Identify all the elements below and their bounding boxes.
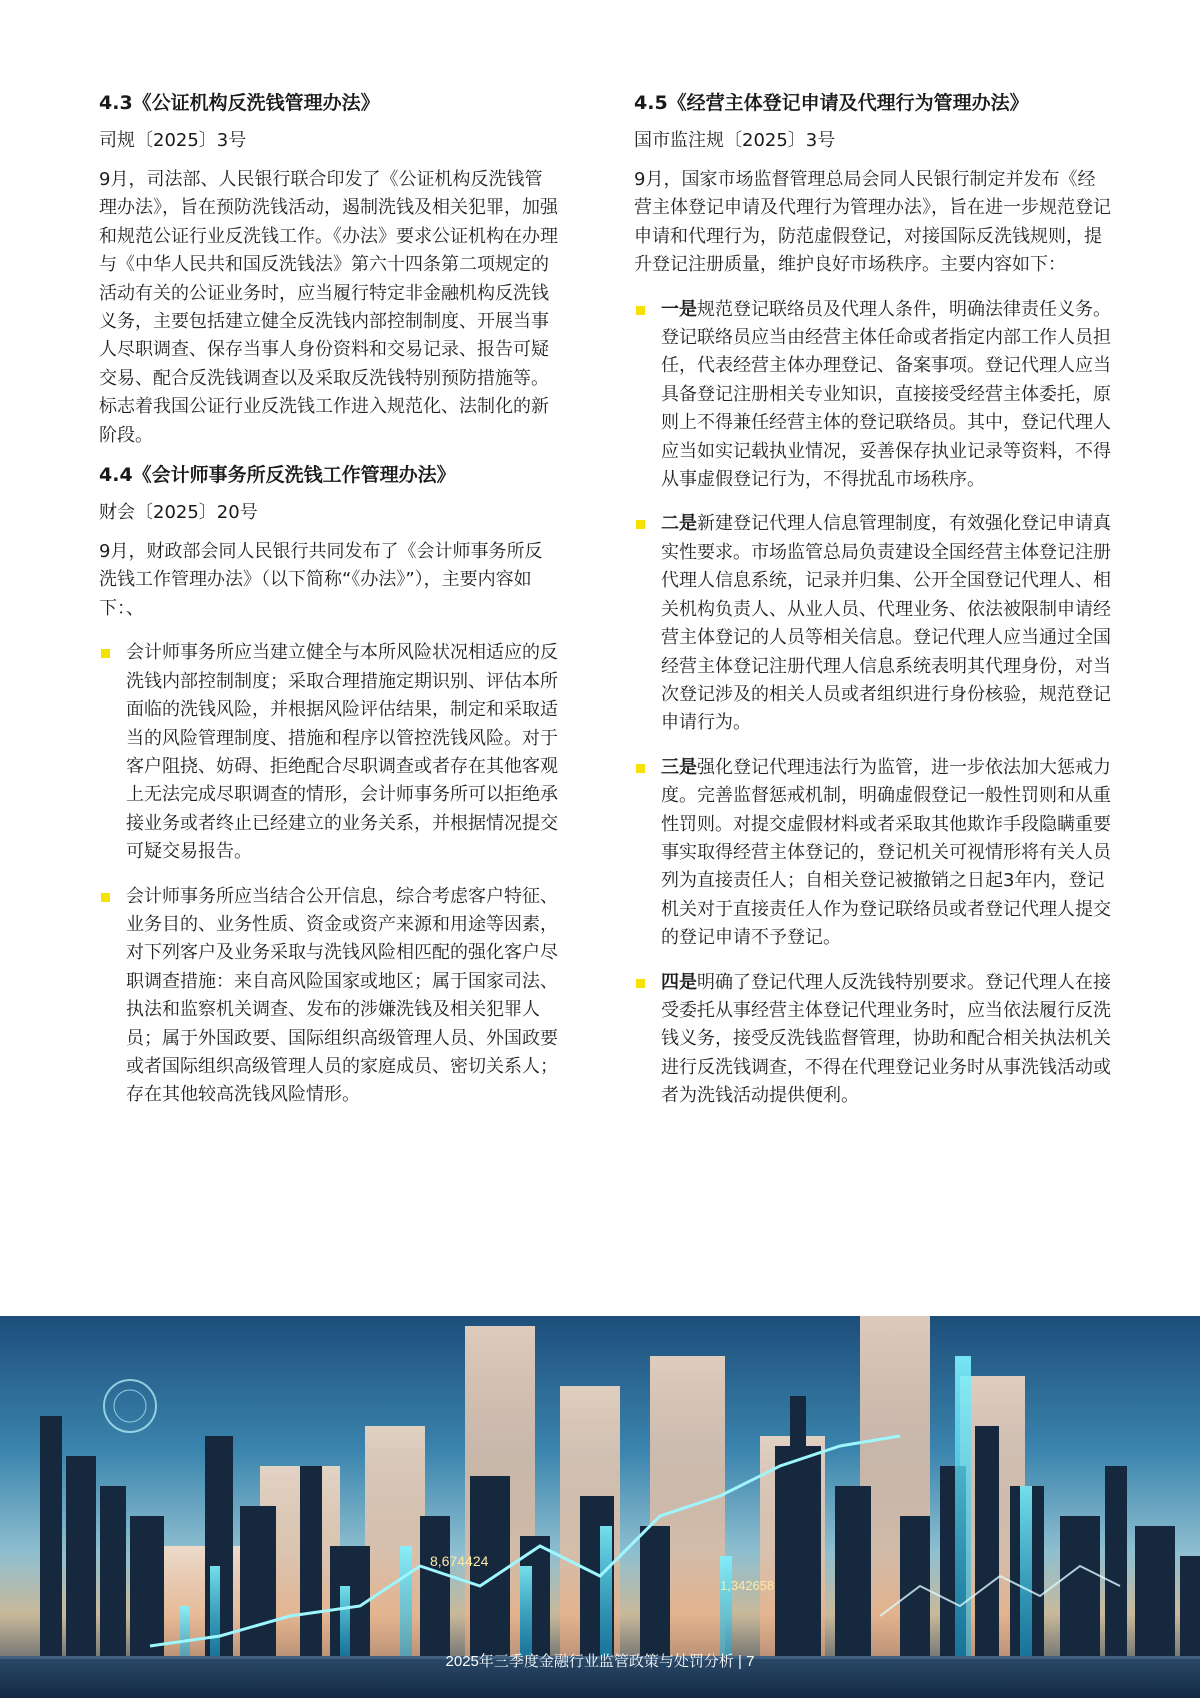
- bullet-text: 明确了登记代理人反洗钱特别要求。登记代理人在接受委托从事经营主体登记代理业务时，应当依法履行反洗钱义务，接受反洗钱监督管理，协助和配合相关执法机关进行反洗钱调查，不得在代理登记业务时从事洗钱活动或者为洗钱活动提供便利。: [661, 971, 1111, 1107]
- list-item: [634, 969, 1112, 1111]
- list-item: [99, 883, 559, 1110]
- skyline-illustration: [0, 1316, 1200, 1698]
- right-column: [634, 90, 1112, 1127]
- bullet-lead: 一是: [661, 298, 697, 320]
- section-4-4-document-number: 财会〔2025〕20号: [99, 502, 258, 524]
- list-item: [634, 510, 1112, 737]
- section-4-5-paragraph: 9月，国家市场监督管理总局会同人民银行制定并发布《经营主体登记申请及代理行为管理办法》，旨在进一步规范登记申请和代理行为，防范虚假登记，对接国际反洗钱规则，提升登记注册质量，维护良好市场秩序。主要内容如下：: [634, 169, 1111, 276]
- yellow-square-bullet-icon: [636, 306, 645, 315]
- yellow-square-bullet-icon: [636, 520, 645, 529]
- section-4-5-document-number: 国市监注规〔2025〕3号: [634, 130, 836, 151]
- bullet-lead: 三是: [661, 756, 697, 778]
- bullet-text: 新建登记代理人信息管理制度，有效强化登记申请真实性要求。市场监管总局负责建设全国经营主体登记注册代理人信息系统，记录并归集、公开全国登记代理人、相关机构负责人、从业人员、代理业务、依法被限制申请经营主体登记的人员等相关信息。登记代理人应当通过全国经营主体登记注册代理人信息系统表明其代理身份，对当次登记涉及的相关人员或者组织进行身份核验，规范登记申请行为。: [661, 513, 1111, 734]
- list-item: [634, 296, 1112, 495]
- bullet-lead: 四是: [661, 971, 697, 993]
- section-4-3-document-number: 司规〔2025〕3号: [99, 130, 247, 151]
- yellow-square-bullet-icon: [636, 764, 645, 773]
- banner-number-2: 1,342658: [720, 1578, 775, 1593]
- page-footer: 2025年三季度金融行业监管政策与处罚分析 | 7: [445, 1653, 755, 1670]
- bullet-text: 规范登记联络员及代理人条件，明确法律责任义务。登记联络员应当由经营主体任命或者指定内部工作人员担任，代表经营主体办理登记、备案事项。登记代理人应当具备登记注册相关专业知识，直接接受经营主体委托，原则上不得兼任经营主体的登记联络员。其中，登记代理人应当如实记载执业情况，妥善保存执业记录等资料，不得从事虚假登记行为，不得扰乱市场秩序。: [661, 298, 1111, 491]
- section-4-5-heading: 4.5《经营主体登记申请及代理行为管理办法》: [634, 92, 1029, 114]
- bullet-text: 强化登记代理违法行为监管，进一步依法加大惩戒力度。完善监督惩戒机制，明确虚假登记一般性罚则和从重性罚则。对提交虚假材料或者采取其他欺诈手段隐瞒重要事实取得经营主体登记的，登记机关可视情形将有关人员列为直接责任人；自相关登记被撤销之日起3年内，登记机关对于直接责任人作为登记联络员或者登记代理人提交的登记申请不予登记。: [661, 756, 1111, 949]
- section-4-3-heading: 4.3《公证机构反洗钱管理办法》: [99, 92, 380, 114]
- left-column: [99, 90, 559, 1126]
- yellow-square-bullet-icon: [101, 649, 110, 658]
- bullet-lead: 二是: [661, 513, 697, 535]
- bullet-text: 会计师事务所应当结合公开信息，综合考虑客户特征、业务目的、业务性质、资金或资产来源和用途等因素，对下列客户及业务采取与洗钱风险相匹配的强化客户尽职调查措施：来自高风险国家或地区；属于国家司法、执法和监察机关调查、发布的涉嫌洗钱及相关犯罪人员；属于外国政要、国际组织高级管理人员、外国政要或者国际组织高级管理人员的家庭成员、密切关系人；存在其他较高洗钱风险情形。: [126, 885, 558, 1106]
- section-4-4-heading: 4.4《会计师事务所反洗钱工作管理办法》: [99, 464, 456, 487]
- yellow-square-bullet-icon: [101, 893, 110, 902]
- section-4-5-bullet-list: [634, 296, 1112, 1111]
- section-4-4-bullet-list: [99, 639, 559, 1110]
- city-skyline-finance-banner: [0, 1316, 1200, 1698]
- yellow-square-bullet-icon: [636, 979, 645, 988]
- banner-number-1: 8,674424: [430, 1553, 489, 1569]
- list-item: [634, 754, 1112, 953]
- section-4-4-paragraph: 9月，财政部会同人民银行共同发布了《会计师事务所反洗钱工作管理办法》（以下简称“《办法》”），主要内容如下：、: [99, 541, 543, 619]
- bullet-text: 会计师事务所应当建立健全与本所风险状况相适应的反洗钱内部控制制度；采取合理措施定期识别、评估本所面临的洗钱风险，并根据风险评估结果，制定和采取适当的风险管理制度、措施和程序以管控洗钱风险。对于客户阻挠、妨碍、拒绝配合尽职调查或者存在其他客观上无法完成尽职调查的情形，会计师事务所可以拒绝承接业务或者终止已经建立的业务关系，并根据情况提交可疑交易报告。: [126, 642, 558, 863]
- list-item: [99, 639, 559, 866]
- section-4-3-paragraph: 9月，司法部、人民银行联合印发了《公证机构反洗钱管理办法》，旨在预防洗钱活动，遏制洗钱及相关犯罪，加强和规范公证行业反洗钱工作。《办法》要求公证机构在办理与《中华人民共和国反洗钱法》第六十四条第二项规定的活动有关的公证业务时，应当履行特定非金融机构反洗钱义务，主要包括建立健全反洗钱内部控制制度、开展当事人尽职调查、保存当事人身份资料和交易记录、报告可疑交易、配合反洗钱调查以及采取反洗钱特别预防措施等。标志着我国公证行业反洗钱工作进入规范化、法制化的新阶段。: [99, 169, 558, 446]
